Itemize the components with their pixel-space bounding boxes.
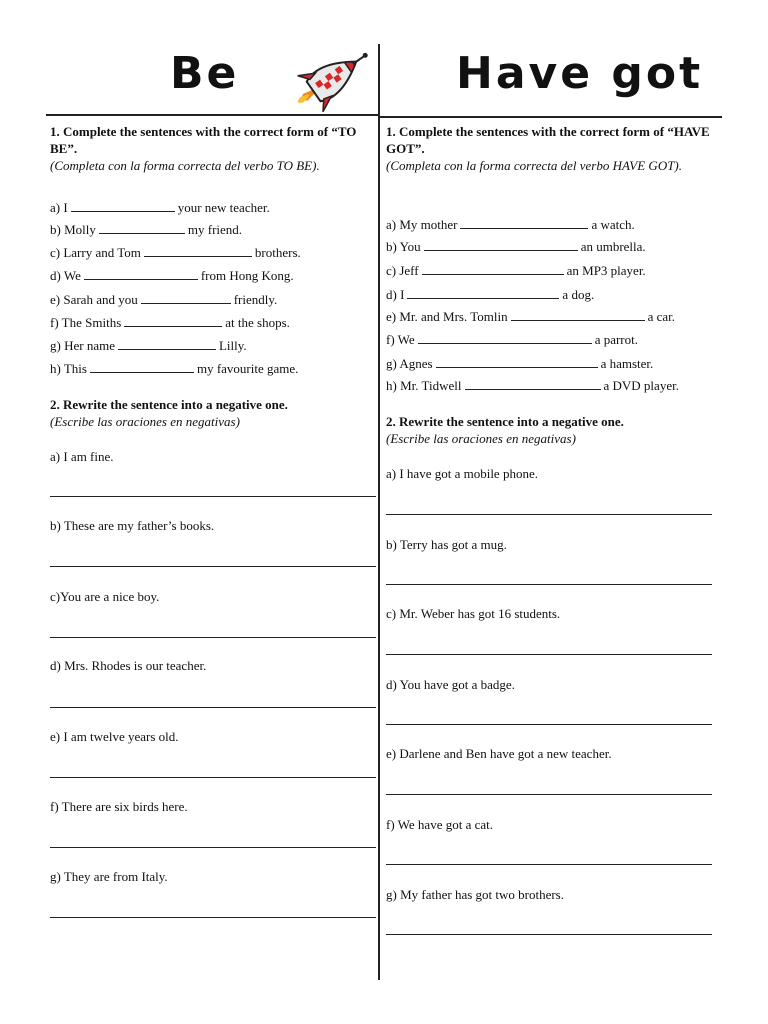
list-item: c) Jeff an MP3 player. bbox=[386, 263, 646, 278]
answer-blank[interactable] bbox=[84, 268, 198, 280]
left-ex1-instruction: (Completa con la forma correcta del verbo TO BE). bbox=[50, 158, 320, 173]
list-item: b) Terry has got a mug. bbox=[386, 537, 507, 552]
list-item: f) We a parrot. bbox=[386, 332, 638, 347]
right-ex2-title: 2. Rewrite the sentence into a negative one. bbox=[386, 414, 624, 429]
list-item: c) Mr. Weber has got 16 students. bbox=[386, 606, 561, 621]
list-item: h) This my favourite game. bbox=[50, 361, 299, 376]
answer-blank[interactable] bbox=[424, 239, 578, 251]
left-ex2-instruction: (Escribe las oraciones en negativas) bbox=[50, 414, 240, 429]
answer-line[interactable] bbox=[386, 514, 712, 515]
list-item: g) Her name Lilly. bbox=[50, 338, 247, 353]
answer-line[interactable] bbox=[386, 794, 712, 795]
list-item: f) There are six birds here. bbox=[50, 799, 188, 814]
list-item: f) We have got a cat. bbox=[386, 817, 493, 832]
answer-line[interactable] bbox=[50, 496, 376, 497]
list-item: a) I your new teacher. bbox=[50, 200, 270, 215]
answer-line[interactable] bbox=[386, 724, 712, 725]
right-ex1-header bbox=[386, 123, 714, 174]
answer-blank[interactable] bbox=[422, 263, 564, 275]
header-rule-left bbox=[46, 114, 378, 116]
answer-line[interactable] bbox=[386, 934, 712, 935]
answer-blank[interactable] bbox=[71, 200, 175, 212]
list-item: b) These are my father’s books. bbox=[50, 518, 215, 533]
right-ex1-instruction: (Completa con la forma correcta del verbo HAVE GOT). bbox=[386, 158, 683, 173]
list-item: g) My father has got two brothers. bbox=[386, 887, 564, 902]
answer-blank[interactable] bbox=[407, 287, 559, 299]
list-item: d) Mrs. Rhodes is our teacher. bbox=[50, 658, 207, 673]
answer-blank[interactable] bbox=[90, 361, 194, 373]
left-ex2-header bbox=[50, 396, 372, 430]
rocket-icon bbox=[282, 40, 378, 116]
list-item: d) You have got a badge. bbox=[386, 677, 515, 692]
column-divider bbox=[378, 44, 380, 980]
list-item: a) I am fine. bbox=[50, 449, 114, 464]
answer-blank[interactable] bbox=[418, 332, 592, 344]
list-item: f) The Smiths at the shops. bbox=[50, 315, 290, 330]
list-item: c)You are a nice boy. bbox=[50, 589, 160, 604]
list-item: b) You an umbrella. bbox=[386, 239, 646, 254]
list-item: e) Mr. and Mrs. Tomlin a car. bbox=[386, 309, 676, 324]
answer-blank[interactable] bbox=[124, 315, 222, 327]
list-item: a) I have got a mobile phone. bbox=[386, 466, 538, 481]
right-ex1-title: 1. Complete the sentences with the correct form of “HAVE GOT”. bbox=[386, 124, 710, 156]
answer-blank[interactable] bbox=[118, 338, 216, 350]
list-item: b) Molly my friend. bbox=[50, 222, 243, 237]
answer-blank[interactable] bbox=[465, 378, 601, 390]
list-item: d) I a dog. bbox=[386, 287, 595, 302]
answer-line[interactable] bbox=[50, 707, 376, 708]
answer-blank[interactable] bbox=[99, 222, 185, 234]
answer-line[interactable] bbox=[50, 637, 376, 638]
title-have-got: Have got bbox=[456, 48, 704, 99]
list-item: g) Agnes a hamster. bbox=[386, 356, 654, 371]
list-item: e) I am twelve years old. bbox=[50, 729, 179, 744]
left-ex1-header bbox=[50, 123, 372, 174]
answer-blank[interactable] bbox=[460, 217, 588, 229]
list-item: d) We from Hong Kong. bbox=[50, 268, 294, 283]
answer-line[interactable] bbox=[50, 566, 376, 567]
answer-blank[interactable] bbox=[141, 292, 231, 304]
list-item: e) Darlene and Ben have got a new teacher. bbox=[386, 746, 612, 761]
list-item: c) Larry and Tom brothers. bbox=[50, 245, 301, 260]
answer-line[interactable] bbox=[50, 847, 376, 848]
left-ex1-title: 1. Complete the sentences with the correct form of “TO BE”. bbox=[50, 124, 357, 156]
answer-line[interactable] bbox=[386, 584, 712, 585]
answer-blank[interactable] bbox=[511, 309, 645, 321]
answer-line[interactable] bbox=[50, 917, 376, 918]
header-rule-right bbox=[378, 116, 722, 118]
answer-line[interactable] bbox=[50, 777, 376, 778]
list-item: g) They are from Italy. bbox=[50, 869, 168, 884]
answer-blank[interactable] bbox=[436, 356, 598, 368]
right-ex2-header bbox=[386, 413, 714, 447]
answer-blank[interactable] bbox=[144, 245, 252, 257]
list-item: a) My mother a watch. bbox=[386, 217, 635, 232]
list-item: e) Sarah and you friendly. bbox=[50, 292, 278, 307]
title-be: Be bbox=[170, 48, 240, 99]
answer-line[interactable] bbox=[386, 864, 712, 865]
left-ex2-title: 2. Rewrite the sentence into a negative one. bbox=[50, 397, 288, 412]
list-item: h) Mr. Tidwell a DVD player. bbox=[386, 378, 679, 393]
answer-line[interactable] bbox=[386, 654, 712, 655]
right-ex2-instruction: (Escribe las oraciones en negativas) bbox=[386, 431, 576, 446]
